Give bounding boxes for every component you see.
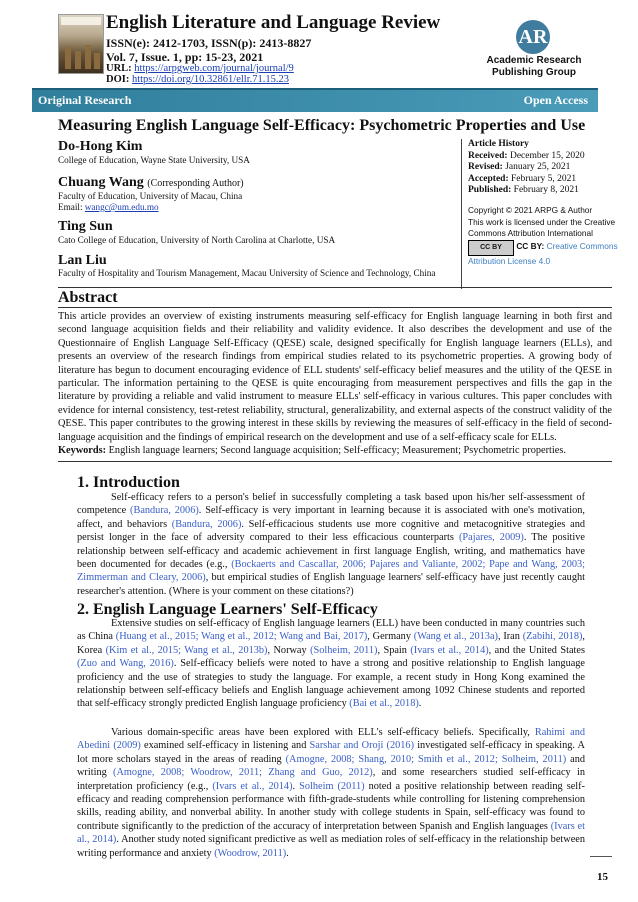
- citation-link[interactable]: (Zuo and Wang, 2016): [77, 658, 174, 670]
- citation-link[interactable]: (Huang et al., 2015; Wang et al., 2012; Wang and Bai, 2017): [115, 631, 368, 643]
- publisher-name: Academic Research Publishing Group: [486, 55, 582, 78]
- ell-paragraph-2: Various domain-specific areas have been explored with ELL's self-efficacy beliefs. Specifically, Rahimi and Abedini (2009) examined self-efficacy in listening and Sarshar and Oroji (2016) investigated self-efficacy in speaking. A lot more scholars stayed in the areas of reading (Amogne, 2008; Shang, 2010; Smith et al., 2012; Solheim, 2011) and writing (Amogne, 2008; Woodrow, 2011; Zhang and Guo, 2012), and some researchers studied self-efficacy in interpretation proficiency (e.g., (Ivars et al., 2014). Solheim (2011) noted a positive relationship between reading self-efficacy and reading comprehension performance with fifth-grade-students while controlling for listening comprehension skills, reading ability, and nonverbal ability. In another study with college students in Spain, self-efficacy was found to contribute significantly to the prediction of the accuracy of interpretation between Spanish and English languages (Ivars et al., 2014). Another study noted significant predictive as well as mediation roles of self-efficacy in the relationship between writing performance and anxiety (Woodrow, 2011).: [77, 727, 585, 859]
- author-name: Lan Liu: [58, 253, 107, 268]
- citation-link[interactable]: (Solheim, 2011): [310, 644, 378, 656]
- keywords-label: Keywords:: [58, 445, 107, 456]
- open-access-label: Open Access: [523, 93, 588, 107]
- paper-title: Measuring English Language Self-Efficacy: Psychometric Properties and Use: [58, 117, 586, 134]
- citation-link[interactable]: (Woodrow, 2011): [214, 847, 287, 859]
- author-affiliation: Faculty of Hospitality and Tourism Management, Macau University of Science and Technology, China: [58, 268, 436, 278]
- received-date: December 15, 2020: [509, 150, 585, 161]
- divider: [58, 461, 612, 462]
- issn: ISSN(e): 2412-1703, ISSN(p): 2413-8827: [106, 36, 312, 50]
- author-name: Ting Sun: [58, 219, 113, 234]
- citation-link[interactable]: (Bai et al., 2018): [349, 698, 419, 710]
- citation-link[interactable]: (Zabihi, 2018): [522, 631, 583, 643]
- citation-link[interactable]: Solheim (2011): [299, 780, 365, 792]
- revised-date: January 25, 2021: [505, 162, 571, 172]
- page-number-rule: [590, 856, 612, 857]
- cc-license-line: CC BY CC BY: Creative Commons Attribution License 4.0: [468, 241, 618, 266]
- doi-link[interactable]: https://doi.org/10.32861/ellr.71.15.23: [131, 74, 289, 85]
- article-history-panel: Article History Received: December 15, 2020 Revised: January 25, 2021 Accepted: February 5, 2021 Published: February 8, 2021 Copyright © 2021 ARPG & Author This work is licensed under the Creative Commons Attribution International CC BY CC BY: Creative Commons Attribution License 4.0: [461, 139, 618, 289]
- ell-paragraph-1: Extensive studies on self-efficacy of English language learners (ELL) have been conducted in many countries such as China (Huang et al., 2015; Wang et al., 2012; Wang and Bai, 2017), Germany (Wang et al., 2013a), Iran (Zabihi, 2018), Korea (Kim et al., 2015; Wang et al., 2013b), Norway (Solheim, 2011), Spain (Ivars et al., 2014), and the United States (Zuo and Wang, 2016). Self-efficacy beliefs were noted to have a strong and positive relationship to English language proficiency and the use of strategies to study the language. For example, a recent study in Hong Kong examined the relationship between self-efficacy beliefs and English language achievement among 1092 Chinese students and reported that self-efficacy strongly predicted English language proficiency (Bai et al., 2018).: [77, 618, 586, 710]
- abstract-text: This article provides an overview of existing instruments measuring self-efficacy for English language learning in both first and second language acquisition fields and their reliability and validity evidence. It also describes the development and use of the Questionnaire of English Language Self-Efficacy (QESE) scale, designed specifically for English language learners (ELLs), and presents an overview of the research findings from empirical studies related to its psychometric properties. A growing body of literature has begun to document encouraging evidence of ELL students' self-efficacy belief measures and the utility of the QESE in particular. The information pertaining to the QESE is quite encouraging from measurement perspectives and fills the gap in the literature by providing a reliable and valid instrument to measure ELLs' self-efficacy in various cultures. This paper concludes with evidence for internal consistency, test-retest reliability, structural, generalizability, and external aspects of the construct validity of the QESE. This paper contributes to the growing interest in these skills by reviewing the measures of self-efficacy in the field of second-language acquisition and the findings of empirical research on the development and use of a self-efficacy scale for ELLs.: [58, 311, 612, 443]
- history-heading: Article History: [468, 139, 529, 149]
- journal-title: English Literature and Language Review: [106, 12, 441, 33]
- keywords: English language learners; Second language acquisition; Self-efficacy; Measurement; Psychometric properties.: [108, 445, 566, 456]
- section-heading-ell-self-efficacy: 2. English Language Learners' Self-Efficacy: [77, 601, 378, 618]
- divider: [58, 287, 612, 288]
- journal-cover-thumbnail: [58, 14, 104, 74]
- journal-url-link[interactable]: https://arpgweb.com/journal/journal/9: [134, 63, 294, 74]
- citation-link[interactable]: (Ivars et al., 2014): [77, 820, 585, 846]
- citation-link[interactable]: (Wang et al., 2013a): [413, 631, 498, 643]
- doi-line: DOI: https://doi.org/10.32861/ellr.71.15.23: [106, 74, 289, 85]
- divider: [58, 307, 612, 308]
- author-affiliation: Faculty of Education, University of Macau, China: [58, 191, 243, 201]
- cc-license-link[interactable]: Creative Commons Attribution License 4.0: [468, 241, 618, 266]
- article-type-banner: [32, 88, 598, 112]
- published-date: February 8, 2021: [513, 185, 579, 195]
- abstract-heading: Abstract: [58, 289, 118, 306]
- corresponding-note: (Corresponding Author): [147, 178, 244, 189]
- intro-paragraph: Self-efficacy refers to a person's belief in successfully completing a task based upon his/her self-assessment of competence (Bandura, 2006). Self-efficacy is very important in learning because it is associated with one's motivation, affect, and behaviors (Bandura, 2006). Self-efficacious students use more cognitive and metacognitive strategies and persist longer in the face of adversity compared to their less efficacious counterparts (Pajares, 2009). The positive relationship between self-efficacy and academic achievement in first language English, writing, and mathematics have been documented for decades (e.g., (Bockaerts and Cascallar, 2006; Pajares and Valiante, 2002; Pape and Wang, 2003; Zimmerman and Cleary, 2006), but empirical studies of English language learners' self-efficacy have just recently caught researcher's attention. (Where is your comment on these citations?): [77, 492, 586, 597]
- author-affiliation: College of Education, Wayne State University, USA: [58, 155, 250, 165]
- author-email-line: Email: wangc@um.edu.mo: [58, 202, 159, 212]
- cc-by-badge-icon: CC BY: [468, 240, 514, 256]
- copyright-notice: Copyright © 2021 ARPG & Author: [468, 204, 593, 215]
- citation-link[interactable]: (Ivars et al., 2014): [212, 780, 293, 792]
- citation-link[interactable]: (Amogne, 2008; Shang, 2010; Smith et al., 2012; Solheim, 2011): [285, 753, 567, 765]
- author-name-corresponding: Chuang Wang (Corresponding Author): [58, 175, 244, 190]
- volume-info: Vol. 7, Issue. 1, pp: 15-23, 2021: [106, 50, 264, 64]
- section-heading-introduction: 1. Introduction: [77, 474, 180, 491]
- citation-link[interactable]: (Pajares, 2009): [459, 532, 524, 544]
- author-email-link[interactable]: wangc@um.edu.mo: [84, 202, 159, 212]
- citation-link[interactable]: (Ivars et al., 2014): [410, 644, 489, 656]
- citation-link[interactable]: (Bockaerts and Cascallar, 2006; Pajares and Valiante, 2002; Pape and Wang, 2003; Zimmerman and Cleary, 2006): [77, 559, 586, 584]
- citation-link[interactable]: (Amogne, 2008; Woodrow, 2011; Zhang and Guo, 2012): [113, 767, 373, 779]
- citation-link[interactable]: Sarshar and Oroji (2016): [309, 740, 415, 752]
- citation-link[interactable]: Rahimi and Abedini (2009): [77, 727, 585, 752]
- citation-link[interactable]: (Bandura, 2006): [130, 505, 199, 517]
- citation-link[interactable]: (Kim et al., 2015; Wang et al., 2013b): [105, 644, 268, 656]
- url-line: URL: https://arpgweb.com/journal/journal/9: [106, 63, 294, 74]
- author-name: Do-Hong Kim: [58, 139, 143, 154]
- license-text: This work is licensed under the Creative Commons Attribution International: [468, 217, 616, 238]
- accepted-date: February 5, 2021: [511, 173, 577, 184]
- citation-link[interactable]: (Bandura, 2006): [171, 518, 242, 530]
- keywords-line: [58, 444, 612, 457]
- page-number: 15: [597, 871, 608, 883]
- publisher-logo: AR: [516, 20, 550, 54]
- original-research-label: Original Research: [38, 93, 132, 107]
- author-affiliation: Cato College of Education, University of North Carolina at Charlotte, USA: [58, 235, 336, 245]
